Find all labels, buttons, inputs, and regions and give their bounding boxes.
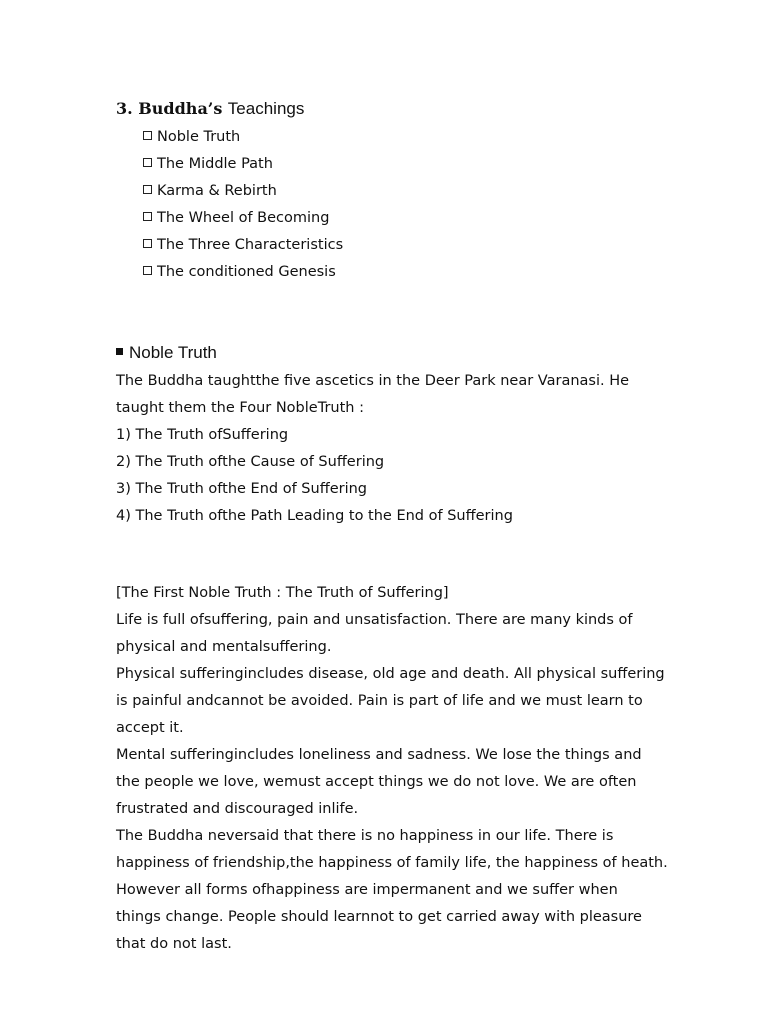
hollow-square-bullet-icon: [143, 266, 152, 275]
topic-label: The Middle Path: [157, 156, 273, 172]
body-line: However all forms ofhappiness are impermanent and we suffer when: [116, 882, 618, 898]
filled-square-bullet-icon: [116, 348, 123, 355]
truth-list-item: 3) The Truth ofthe End of Suffering: [116, 481, 367, 497]
topic-label: Karma & Rebirth: [157, 183, 277, 199]
topic-item: [143, 259, 343, 286]
topic-item: [143, 178, 343, 205]
body-line: Physical sufferingincludes disease, old age and death. All physical suffering: [116, 666, 665, 682]
body-line: The Buddha taughtthe five ascetics in the Deer Park near Varanasi. He: [116, 373, 630, 389]
body-line: Mental sufferingincludes loneliness and sadness. We lose the things and: [116, 747, 642, 763]
body-line: that do not last.: [116, 936, 232, 952]
body-line: is painful andcannot be avoided. Pain is part of life and we must learn to: [116, 693, 643, 709]
section-heading: [116, 98, 304, 120]
hollow-square-bullet-icon: [143, 185, 152, 194]
topic-item: [143, 124, 343, 151]
hollow-square-bullet-icon: [143, 158, 152, 167]
body-line: happiness of friendship,the happiness of family life, the happiness of heath.: [116, 855, 668, 871]
topic-label: Noble Truth: [157, 129, 241, 145]
body-line: The Buddha neversaid that there is no happiness in our life. There is: [116, 828, 614, 844]
topic-item: [143, 151, 343, 178]
body-line: Life is full ofsuffering, pain and unsatisfaction. There are many kinds of: [116, 612, 633, 628]
body-line: things change. People should learnnot to get carried away with pleasure: [116, 909, 642, 925]
topic-label: The Wheel of Becoming: [157, 210, 330, 226]
body-line: taught them the Four NobleTruth :: [116, 400, 364, 416]
noble-truth-heading: [116, 341, 217, 365]
first-truth-title: [The First Noble Truth : The Truth of Suffering]: [116, 585, 449, 601]
first-noble-truth-body: [116, 580, 668, 958]
hollow-square-bullet-icon: [143, 212, 152, 221]
hollow-square-bullet-icon: [143, 131, 152, 140]
topic-label: The Three Characteristics: [157, 237, 344, 253]
section-heading-word: Teachings: [227, 99, 305, 118]
truth-list-item: 2) The Truth ofthe Cause of Suffering: [116, 454, 385, 470]
noble-truth-title: Noble Truth: [129, 343, 217, 362]
truth-list-item: 1) The Truth ofSuffering: [116, 427, 289, 443]
noble-truth-body: [116, 368, 661, 530]
topic-label: The conditioned Genesis: [157, 264, 336, 280]
topics-list: [143, 124, 343, 286]
topic-item: [143, 205, 343, 232]
body-line: the people we love, wemust accept things we do not love. We are often: [116, 774, 637, 790]
topic-item: [143, 232, 343, 259]
section-heading-number: 3. Buddha’s: [116, 99, 223, 118]
body-line: frustrated and discouraged inlife.: [116, 801, 359, 817]
hollow-square-bullet-icon: [143, 239, 152, 248]
body-line: accept it.: [116, 720, 184, 736]
body-line: physical and mentalsuffering.: [116, 639, 332, 655]
truth-list-item: 4) The Truth ofthe Path Leading to the End of Suffering: [116, 508, 513, 524]
